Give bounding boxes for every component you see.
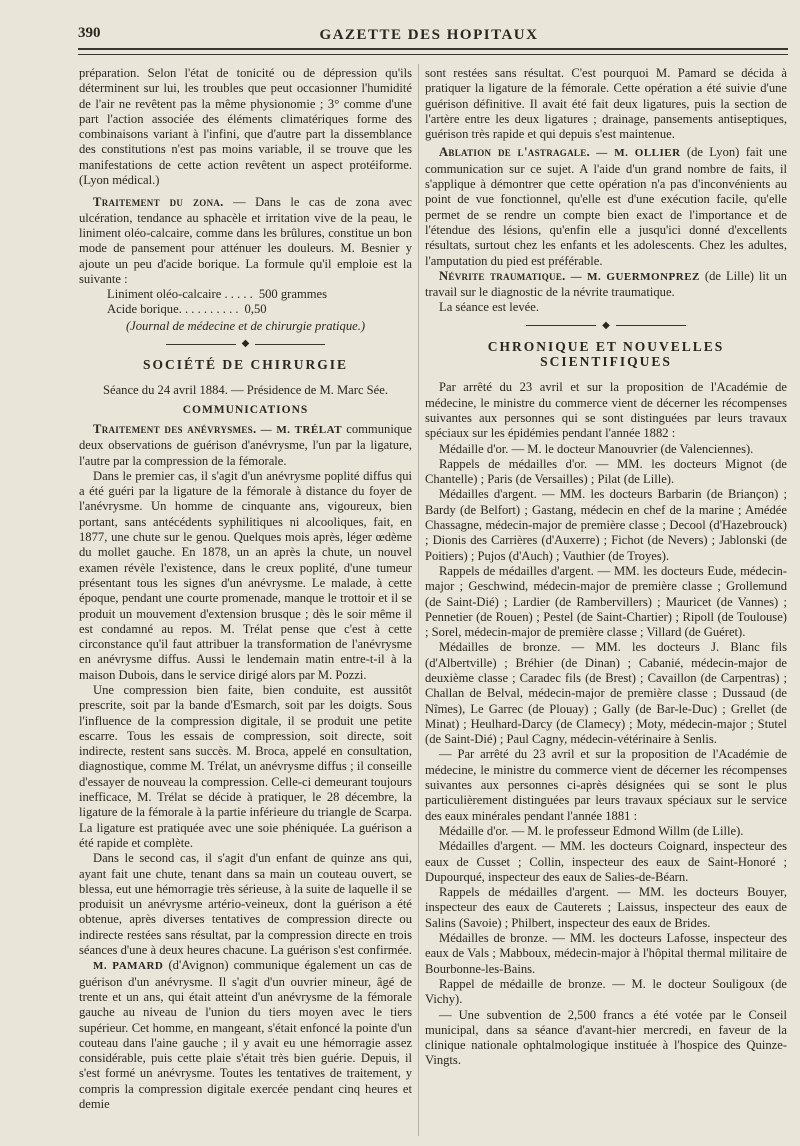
anevrysmes-paragraph (79, 422, 412, 469)
medaille-or-1: Médaille d'or. — M. le docteur Manouvrier (de Valenciennes). (439, 441, 754, 456)
society-title: SOCIÉTÉ DE CHIRURGIE (142, 357, 349, 373)
nevrite-text: (de Lille) lit un travail sur le diagnostic de la névrite traumatique. (425, 268, 787, 300)
section-ornament (79, 337, 412, 351)
zona-text: — Dans le cas de zona avec ulcération, tendance au sphacèle et irritation vive de la peau, le liniment oléo-calcaire, comme dans les brûlures, constitue un bon mode de pansement pour atténuer les douleurs. M. Besnier y ajoute un peu d'acide borique. La formule qu'il emploie est la suivante : (79, 195, 412, 286)
chronique-title: CHRONIQUE ET NOUVELLES SCIENTIFIQUES (487, 338, 725, 370)
anevrysmes-compression: Une compression bien faite, bien conduite, est aussitôt prescrite, soit par la bande d'Esmarch, soit par les doigts. Sous l'influence de la compression digitale, il se produit une petite escarre. Tous les essais de compression, soit directe, soit indirecte, restent sans succès. M. Broca, appelé en consultation, diagnostique, comme M. Trélat, un anévrysme diffus ; il conseille d'essayer de nouveau la compression. Celle-ci demeurant toujours inefficace, M. Trélat se décide à pratiquer, le 28 décembre, la ligature de la fémorale à la partie inférieure du triangle de Scarpa. La ligature est pratiquée avec une soie phéniquée. La guérison a été rapide et complète. (79, 682, 412, 850)
intro-paragraph: préparation. Selon l'état de tonicité ou de dépression qu'ils déterminent sur lui, les troubles que peut occasionner l'humidité de l'air ne revêtent pas la même physionomie ; 3° comme d'une part l'action associée des éléments climatériques forme des combinaisons variant à l'infini, que d'autre part la dissemblance des constitutions n'est pas moins variable, il se trouve que les manifestations de cette action revêtent un aspect protéiforme. (Lyon médical.) (79, 66, 412, 188)
zona-title: Traitement du zona. (93, 195, 224, 210)
left-column (79, 66, 412, 1136)
ablation-title: Ablation de l'astragale. (439, 145, 590, 160)
anevrysmes-author: — M. TRÉLAT (260, 423, 343, 436)
section-ornament-right (425, 319, 787, 333)
seance-line: Séance du 24 avril 1884. — Présidence de M. Marc Sée. (102, 383, 389, 398)
formula-1-value: 500 grammes (258, 287, 328, 302)
rappels-argent-1: Rappels de médailles d'argent. — MM. les docteurs Eude, médecin-major ; Geschwind, médecin-major de première classe ; Grollemund (de Saint-Dié) ; Lardier (de Rambervillers) ; Mauricet (de Vannes) ; Pennetier (de Rouen) ; Pestel (de Saint-Chartier) ; Ripoll (de Toulouse) ; Sorel, médecin-major de première classe ; Villard (de Guéret). (425, 563, 787, 640)
formula-2-label: Acide borique. . . . . . . . . . (107, 302, 239, 317)
rappels-or-1: Rappels de médailles d'or. — MM. les docteurs Mignot (de Chantelle) ; Paris (de Versailles) ; Pilat (de Lille). (425, 456, 787, 487)
column-separator (418, 64, 419, 1136)
right-column (425, 66, 787, 1136)
communications-heading: COMMUNICATIONS (182, 403, 309, 416)
pamard-author: M. PAMARD (93, 960, 164, 973)
header-rule-thin (78, 54, 788, 55)
journal-title: GAZETTE DES HOPITAUX (319, 27, 539, 43)
formula-1-label: Liniment oléo-calcaire . . . . . (107, 287, 253, 302)
ablation-author: — M. OLLIER (596, 147, 681, 160)
formula-line-2 (79, 302, 412, 317)
anevrysmes-case-2: Dans le second cas, il s'agit d'un enfant de quinze ans qui, ayant fait une chute, tenant dans sa main un couteau ouvert, se blessa, eut une hémorragie très sérieuse, à la suite de laquelle il se produisit un anévrysme artério-veineux, dont la guérison a été obtenue, après diverses tentatives de compression directe ou indirecte restées sans résultat, par la compression directe en trois séances d'une à deux heures chacune. La guérison s'est confirmée. (79, 851, 412, 958)
anevrysmes-text: communique deux observations de guérison d'anévrysme, l'un par la ligature, l'autre par la compression de la fémorale. (79, 421, 412, 468)
formula-2-value: 0,50 (244, 302, 267, 317)
pamard-text: (d'Avignon) communique également un cas de guérison d'un anévrysme. Il s'agit d'un ouvrier mineur, âgé de trente et un ans, qui était atteint d'un anévrysme de la fémorale gauche au niveau de l'union du tiers moyen avec le tiers supérieur. Cet homme, en mangeant, s'était enfoncé la pointe d'un couteau dans l'aine gauche ; il y avait eu une hémorragie assez considérable, puis cette plaie s'était très bien guérie. Depuis, il s'est formé un anévrysme. Toutes les tentatives de traitement, y compris la compression digitale exercée pendant cinq heures et demie (79, 958, 412, 1111)
page-number: 390 (78, 25, 101, 41)
nevrite-author: — M. GUERMONPREZ (570, 270, 700, 283)
ablation-text: (de Lyon) fait une communication sur ce sujet. A l'aide d'un grand nombre de faits, il s'applique à démontrer que cette opération n'a pas d'inconvénients au point de vue fonctionnel, qu'elle est d'une exécution facile, qu'elle permet de se rendre un compte bien exact de l'importance et de l'étendue des lésions, qu'enfin elle a jusqu'ici donné d'excellents résultats, surtout chez les enfants et les adolescents. Chez les adultes, l'amputation du pied est préférable. (425, 145, 787, 268)
nevrite-title: Névrite traumatique. (439, 268, 566, 283)
rappels-argent-2: Rappels de médailles d'argent. — MM. les docteurs Bouyer, inspecteur des eaux de Cauterets ; Laissus, inspecteur des eaux de Salins (Savoie) ; Philbert, inspecteur des eaux de Brides. (425, 885, 787, 930)
chronique-paragraph-1: Par arrêté du 23 avril et sur la proposition de l'Académie de médecine, le ministre du commerce vient de décerner les récompenses suivantes aux personnes qui se sont distinguées par leurs travaux spéciaux sur les épidémies pendant l'année 1882 : (425, 380, 787, 441)
medailles-bronze-2: Médailles de bronze. — MM. les docteurs Lafosse, inspecteur des eaux de Vals ; Mabboux, médecin-major à l'hôpital thermal militaire de Bourbonne-les-Bains. (425, 931, 787, 976)
ablation-paragraph (425, 145, 787, 268)
rappel-bronze-2: Rappel de médaille de bronze. — M. le docteur Souligoux (de Vichy). (425, 976, 787, 1007)
medaille-or-2: Médaille d'or. — M. le professeur Edmond Willm (de Lille). (439, 823, 744, 838)
page-header (70, 25, 788, 45)
anevrysmes-title: Traitement des anévrysmes. (93, 421, 257, 436)
medailles-bronze-1: Médailles de bronze. — MM. les docteurs J. Blanc fils (d'Albertville) ; Bréhier (de Dinan) ; Cabanié, médecin-major de deuxième classe ; Caradec fils (de Brest) ; Cavaillon (de Carpentras) ; Challan de Belval, médecin-major de première classe ; Dussaud (de Nîmes), Le Garrec (de Plouay) ; Gally (de Bar-le-Duc) ; Grellet (de Minat) ; Heulhard-Darcy (de Clamecy) ; Moty, médecin-major ; Stutel (de Saint-Dié) ; Paul Cagny, médecin-vétérinaire à Senlis. (425, 640, 787, 747)
anevrysmes-case-1: Dans le premier cas, il s'agit d'un anévrysme poplité diffus qui a été guéri par la ligature de la fémorale à distance du foyer de l'anévrysme. Un homme de cinquante ans, vigoureux, bien portant, sans antécédents syphilitiques ni alcooliques, fait, en 1877, une chute sur le genou. Quelques mois après, léger œdème du mollet gauche. En 1878, un an après la chute, un nouvel examen révèle l'existence, dans le creux poplité, d'une tumeur présentant tous les signes d'un anévrysme. Le malade, à cette époque, pendant une courte promenade, manque le trottoir et il se produit un mouvement d'extension brusque ; dès le soir même il est condamné au repos. M. Trélat pense que c'est à cette circonstance qu'il faut attribuer la transformation de l'anévrysme en anévrysme diffus. Aussi le lendemain matin entre-t-il à la maison Dubois, dans le service dirigé alors par M. Pozzi. (79, 468, 412, 682)
seance-levee: La séance est levée. (439, 300, 539, 315)
pamard-paragraph (79, 958, 412, 1112)
nevrite-paragraph (425, 269, 787, 301)
ornament-glyph: ◆ (241, 338, 250, 350)
chronique-paragraph-3: — Une subvention de 2,500 francs a été votée par le Conseil municipal, dans sa séance d'avant-hier mercredi, en faveur de la clinique nationale ophtalmologique instituée à l'hospice des Quinze-Vingts. (425, 1007, 787, 1068)
zona-paragraph (79, 195, 412, 287)
medailles-argent-1: Médailles d'argent. — MM. les docteurs Barbarin (de Briançon) ; Bardy (de Belfort) ; Gastang, médecin en chef de la marine ; Amédée Chassagne, médecin-major de première classe ; Decool (d'Hazebrouck) ; Dionis des Carrières (d'Auxerre) ; Fichot (de Nevers) ; Jablonski (de Poitiers) ; Pujos (d'Auch) ; Vauthier (de Troyes). (425, 487, 787, 563)
ornament-glyph-right: ◆ (602, 320, 610, 332)
header-rule-thick (78, 48, 788, 50)
journal-reference: (Journal de médecine et de chirurgie pratique.) (125, 318, 366, 333)
pamard-continuation: sont restées sans résultat. C'est pourquoi M. Pamard se décida à pratiquer la ligature de la fémorale. Cette opération a été suivie d'une guérison définitive. Il avait été fait deux ligatures, puis la section de l'artère entre les deux ligatures ; drainage, pansements antiseptiques, guérison très rapide et qui depuis s'est maintenue. (425, 66, 787, 142)
medailles-argent-2: Médailles d'argent. — MM. les docteurs Coignard, inspecteur des eaux de Cusset ; Collin, inspecteur des eaux de Saint-Honoré ; Dupourqué, inspecteur des eaux de Salies-de-Béarn. (425, 839, 787, 884)
chronique-paragraph-2: — Par arrêté du 23 avril et sur la proposition de l'Académie de médecine, le ministre du commerce vient de décerner les récompenses suivantes aux personnes ci-après désignées qui se sont le plus particulièrement distinguées par leurs travaux spéciaux sur le service des eaux minérales pendant l'année 1881 : (425, 747, 787, 823)
formula-line-1 (79, 287, 412, 302)
